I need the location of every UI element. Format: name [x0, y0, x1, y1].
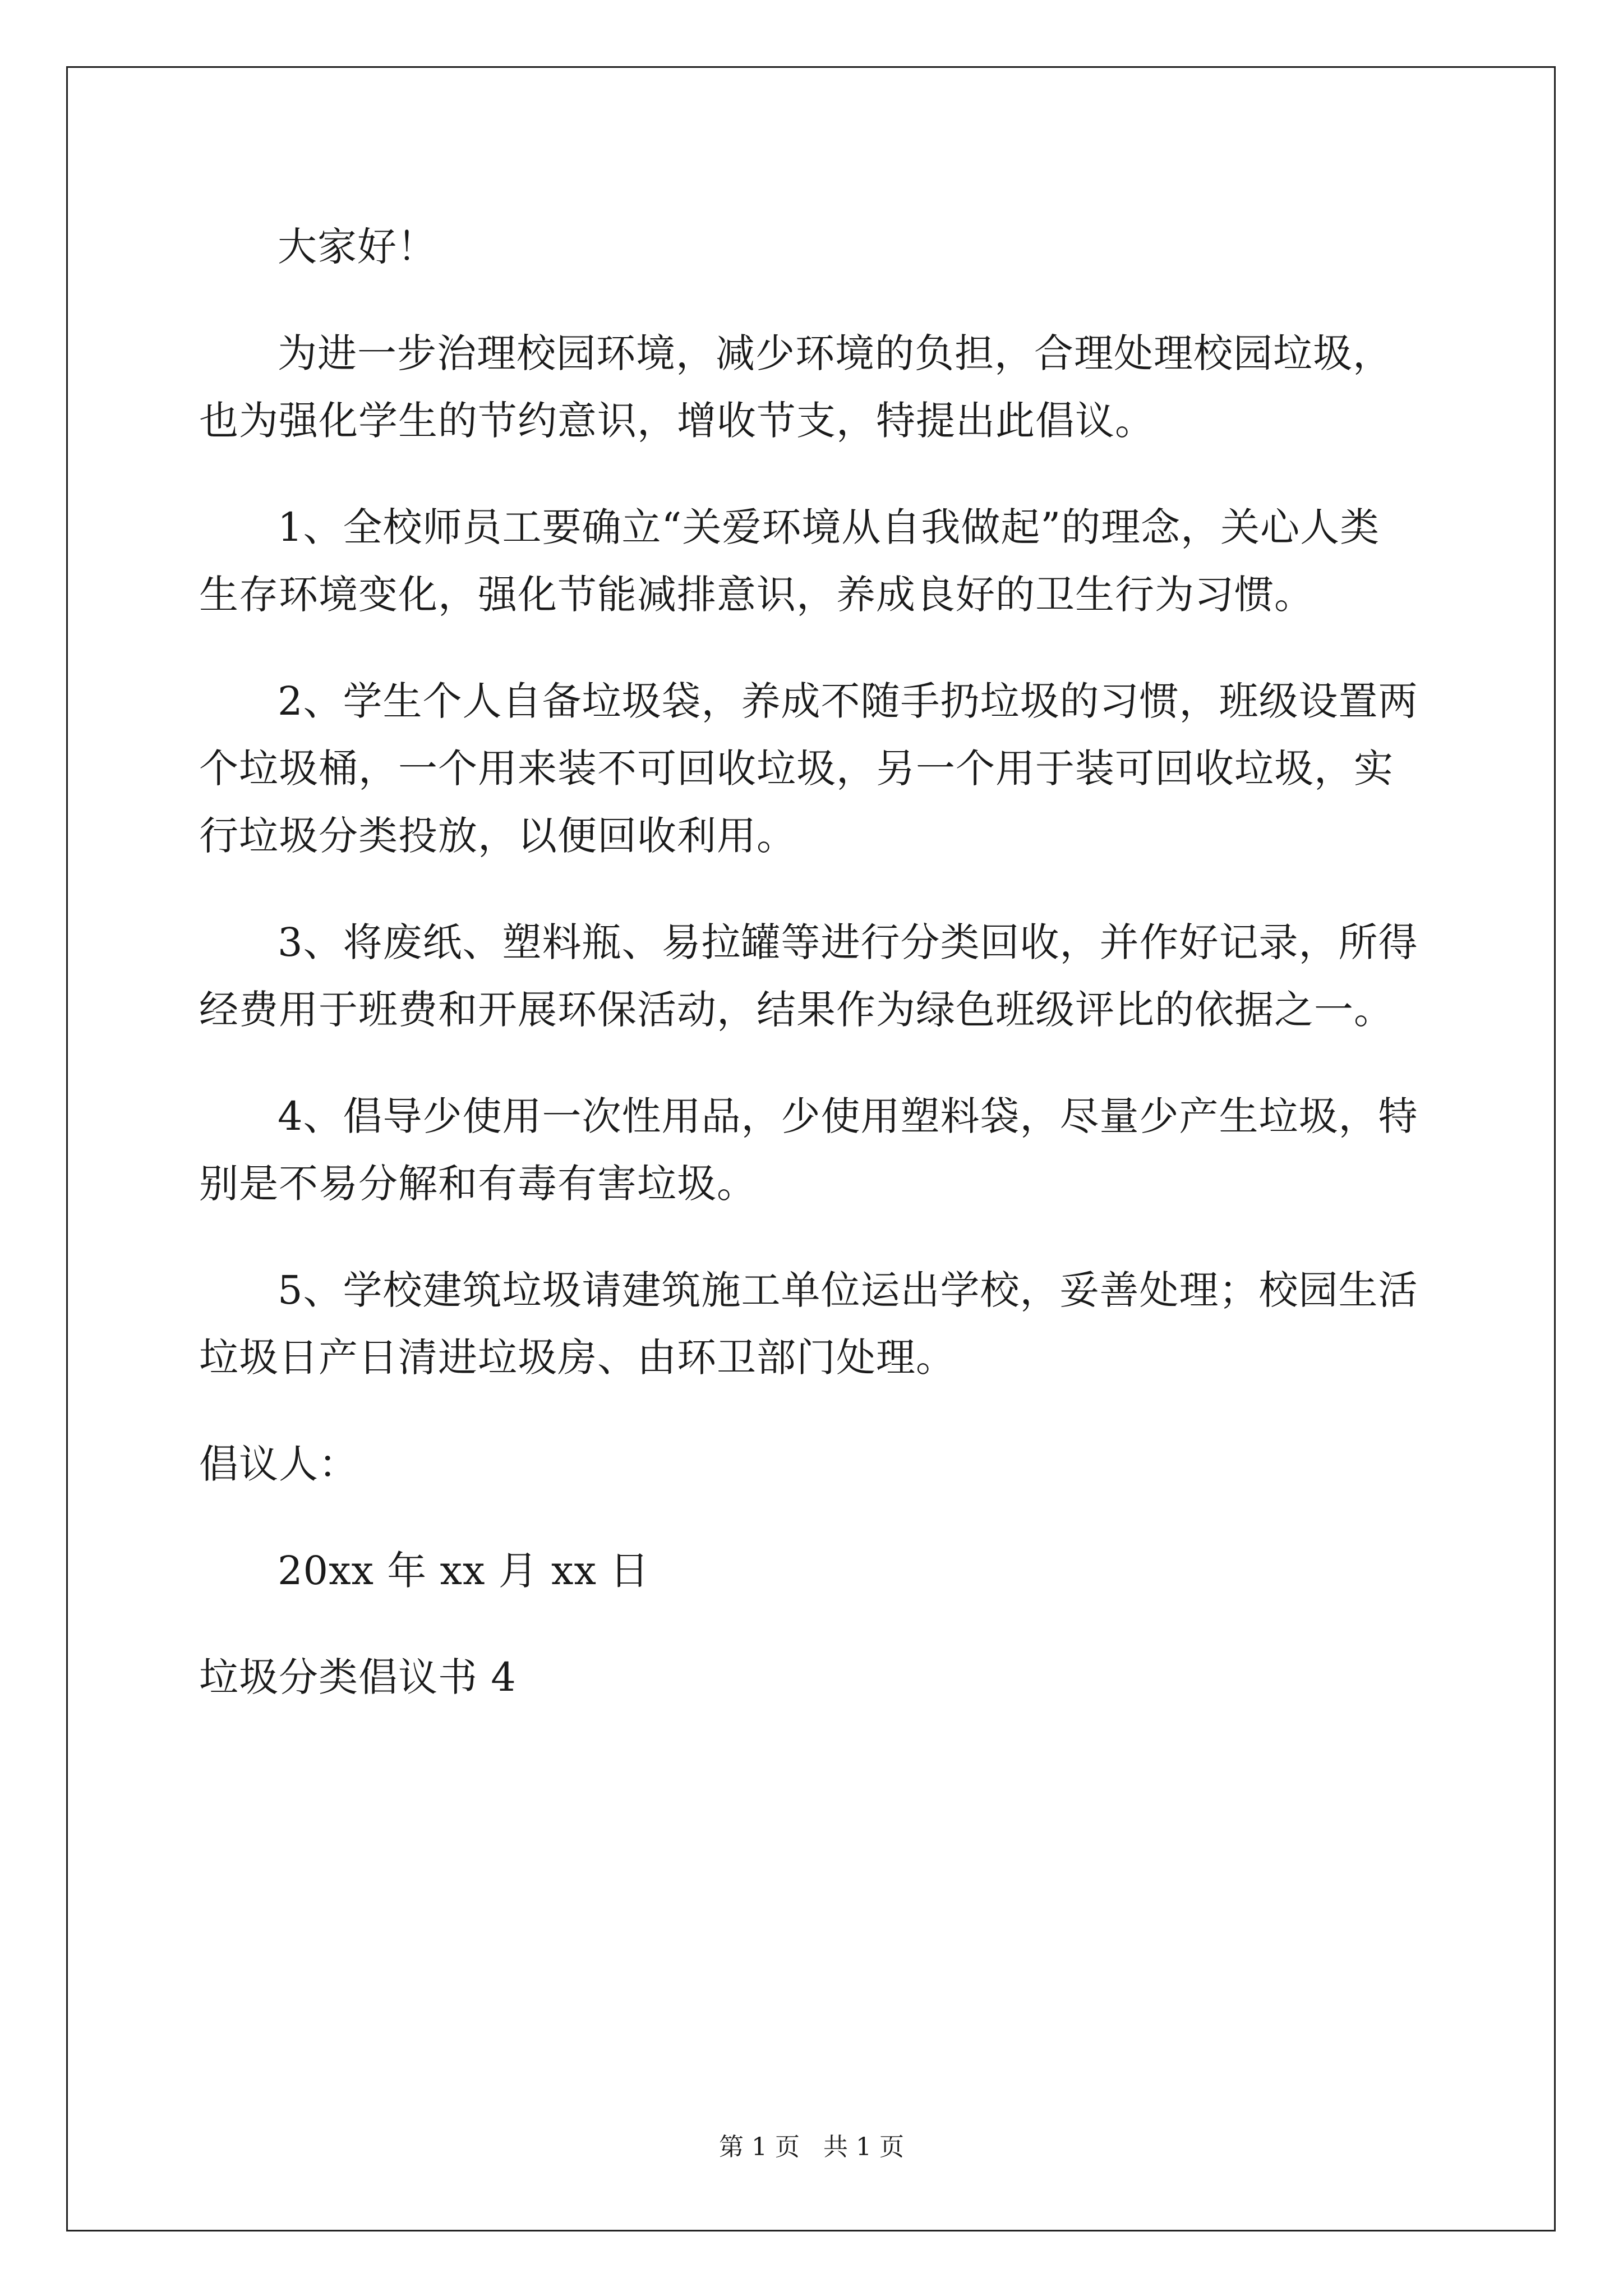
paragraph-line: 4、倡导少使用一次性用品，少使用塑料袋，尽量少产生垃圾，特 — [278, 1093, 1418, 1139]
paragraph-item-5 — [199, 1257, 1427, 1391]
paragraph-line: 行垃圾分类投放，以便回收利用。 — [199, 813, 796, 859]
paragraph-item-4 — [199, 1083, 1427, 1217]
paragraph-line: 为进一步治理校园环境，减少环境的负担，合理处理校园垃圾， — [278, 330, 1393, 376]
paragraph-line: 也为强化学生的节约意识，增收节支，特提出此倡议。 — [199, 398, 1155, 444]
paragraph-line: 5、学校建筑垃圾请建筑施工单位运出学校，妥善处理；校园生活 — [278, 1267, 1418, 1313]
paragraph-line: 生存环境变化，强化节能减排意识，养成良好的卫生行为习惯。 — [199, 572, 1314, 618]
paragraph-line: 3、将废纸、塑料瓶、易拉罐等进行分类回收，并作好记录，所得 — [278, 919, 1418, 965]
paragraph-line: 垃圾日产日清进垃圾房、由环卫部门处理。 — [199, 1335, 956, 1381]
paragraph-line: 别是不易分解和有毒有害垃圾。 — [199, 1161, 757, 1207]
paragraph-item-1 — [199, 494, 1427, 628]
signer-label: 倡议人： — [199, 1441, 358, 1487]
next-document-title: 垃圾分类倡议书 4 — [199, 1654, 517, 1700]
greeting: 大家好！ — [278, 224, 437, 270]
paragraph-line: 2、学生个人自备垃圾袋，养成不随手扔垃圾的习惯，班级设置两 — [278, 678, 1418, 724]
date-line: 20xx 年 xx 月 xx 日 — [278, 1548, 650, 1594]
document-body — [199, 213, 1427, 1711]
paragraph-item-2 — [199, 668, 1427, 869]
page-footer: 第 1 页 共 1 页 — [719, 2133, 904, 2161]
paragraph-item-3 — [199, 909, 1427, 1043]
paragraph-intro — [199, 320, 1427, 454]
paragraph-line: 个垃圾桶，一个用来装不可回收垃圾，另一个用于装可回收垃圾，实 — [199, 746, 1394, 792]
paragraph-line: 经费用于班费和开展环保活动，结果作为绿色班级评比的依据之一。 — [199, 987, 1394, 1033]
paragraph-line: 1、全校师员工要确立“关爱环境从自我做起”的理念，关心人类 — [278, 504, 1380, 550]
